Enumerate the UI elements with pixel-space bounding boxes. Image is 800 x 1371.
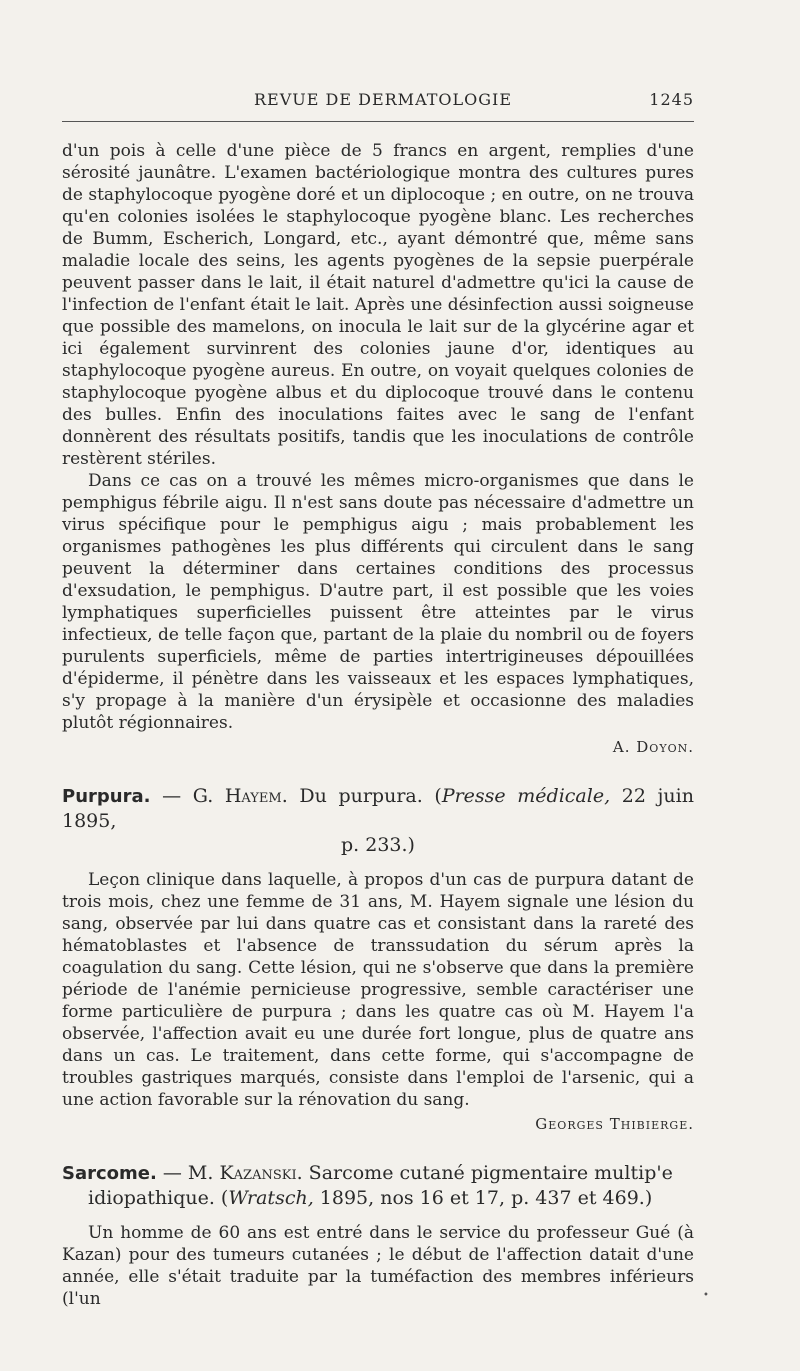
sarcome-title: . Sarcome cutané pigmentaire multip'e <box>296 1162 673 1184</box>
doyon-paragraph-2: Dans ce cas on a trouvé les mêmes micro-organismes que dans le pemphigus fébrile aigu. Il n'est sans doute pas nécessaire d'admettre un virus spécifique pour le pemphigus aigu ; mais probablement les organismes pathogènes les plus différents qui circulent dans le sang peuvent la déterminer dans certaines conditions des processus d'exsudation, le pemphigus. D'autre part, il est possible que les voies lymphatiques superficielles puissent être atteintes par le virus infectieux, de telle façon que, partant de la plaie du nombril ou de foyers purulents superficiels, même de parties intertrigineuses dépouillées d'épiderme, il pénètre dans les vaisseaux et les espaces lymphatiques, s'y propage à la manière d'un érysipèle et occasionne des maladies plutôt régionnaires. <box>62 471 694 733</box>
running-header <box>62 90 694 109</box>
doyon-signature: A. Doyon. <box>612 738 694 756</box>
purpura-entry-heading <box>62 784 694 857</box>
sarcome-title-line-2 <box>62 1186 694 1210</box>
purpura-keyword: Purpura. <box>62 786 151 807</box>
sarcome-citation: 1895, nos 16 et 17, p. 437 et 469.) <box>313 1187 653 1209</box>
purpura-title: . Du purpura. ( <box>281 785 442 807</box>
journal-title: REVUE DE DERMATOLOGIE <box>254 90 513 109</box>
sarcome-title-cont: idiopathique. ( <box>88 1187 229 1209</box>
purpura-citation: 22 juin 1895, <box>62 785 694 832</box>
purpura-journal: Presse médicale, <box>441 785 611 807</box>
margin-dot: • <box>703 1290 709 1301</box>
sarcome-dash: — M. <box>156 1162 220 1184</box>
purpura-dash: — G. <box>150 785 225 807</box>
purpura-citation-cont: p. 233.) <box>341 834 415 856</box>
sarcome-keyword: Sarcome. <box>62 1163 157 1184</box>
sarcome-body: Un homme de 60 ans est entré dans le service du professeur Gué (à Kazan) pour des tumeurs cutanées ; le début de l'affection datait d'une année, elle s'était traduite par la tuméfaction des membres inférieurs (l'un <box>62 1223 694 1309</box>
sarcome-entry-heading <box>62 1161 694 1210</box>
header-rule <box>62 121 694 122</box>
sarcome-author: Kazanski <box>219 1162 297 1184</box>
purpura-author: Hayem <box>224 785 282 807</box>
sarcome-journal: Wratsch, <box>228 1187 314 1209</box>
page-number: 1245 <box>649 90 694 109</box>
doyon-paragraph-1: d'un pois à celle d'une pièce de 5 francs en argent, remplies d'une sérosité jaunâtre. L'examen bactériologique montra des cultures pures de staphylocoque pyogène doré et un diplocoque ; en outre, on ne trouva qu'en colonies isolées le staphylocoque pyogène blanc. Les recherches de Bumm, Escherich, Longard, etc., ayant démontré que, même sans maladie locale des seins, les agents pyogènes de la sepsie puerpérale peuvent passer dans le lait, il était naturel d'admettre qu'ici la cause de l'infection de l'enfant était le lait. Après une désinfection aussi soigneuse que possible des mamelons, on inocula le lait sur de la glycérine agar et ici également survinrent des colonies jaune d'or, identiques au staphylocoque pyogène aureus. En outre, on voyait quelques colonies de staphylocoque pyogène albus et du diplocoque trouvé dans le contenu des bulles. Enfin des inoculations faites avec le sang de l'enfant donnèrent des résultats positifs, tandis que les inoculations de contrôle restèrent stériles. <box>62 141 694 469</box>
purpura-signature: Georges Thibierge. <box>535 1115 694 1133</box>
purpura-body: Leçon clinique dans laquelle, à propos d'un cas de purpura datant de trois mois, chez une femme de 31 ans, M. Hayem signale une lésion du sang, observée par lui dans quatre cas et consistant dans la rareté des hématoblastes et l'absence de transsudation du sérum après la coagulation du sang. Cette lésion, qui ne s'observe que dans la première période de l'anémie pernicieuse progressive, semble caractériser une forme particulière de purpura ; dans les quatre cas où M. Hayem l'a observée, l'affection avait eu une durée fort longue, plus de quatre ans dans un cas. Le traitement, dans cette forme, qui s'accompagne de troubles gastriques marqués, consiste dans l'emploi de l'arsenic, qui a une action favorable sur la rénovation du sang. <box>62 870 694 1110</box>
